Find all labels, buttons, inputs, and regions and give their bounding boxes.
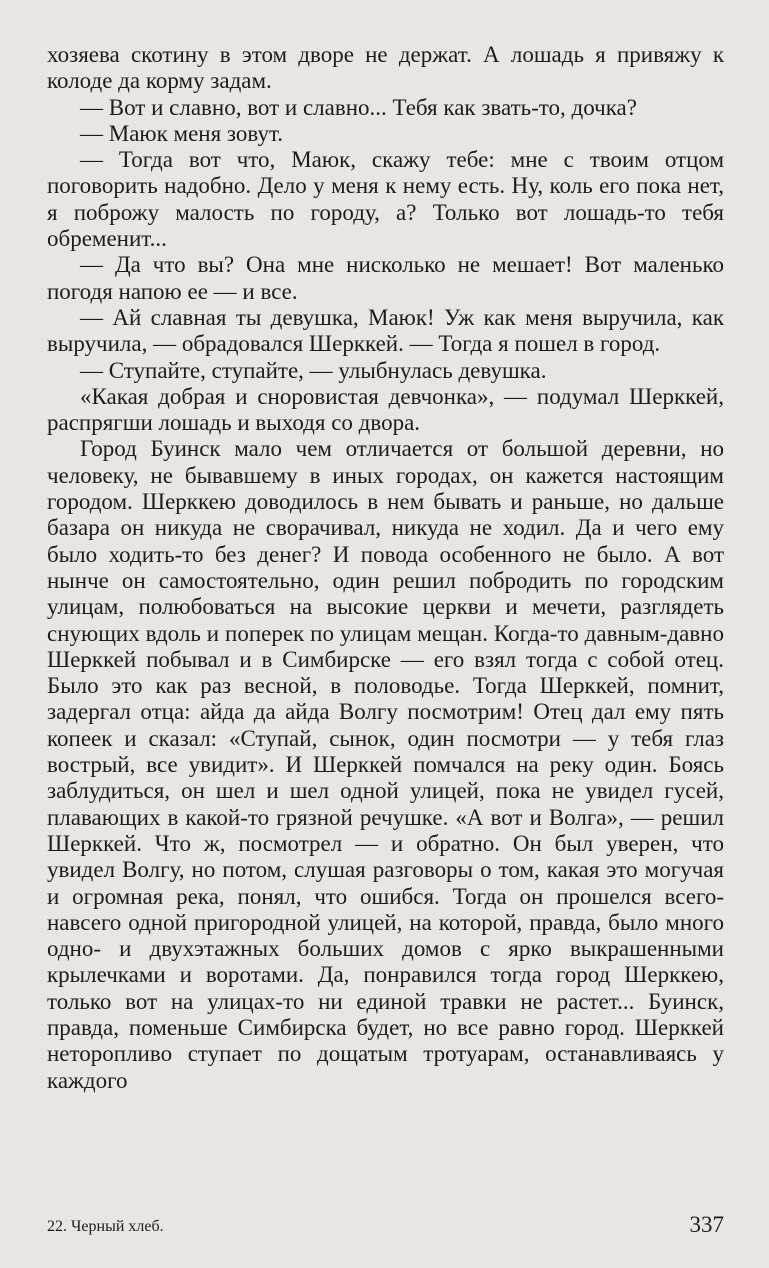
- paragraph: — Да что вы? Она мне нисколько не мешает! Вот маленько погодя напою ее — и все.: [47, 252, 724, 304]
- paragraph: Город Буинск мало чем отличается от большой деревни, но человеку, не бывавшему в иных городах, он кажется настоящим городом. Шерккею доводилось в нем бывать и раньше, но дальше базара он никуда не сворачивал, никуда не ходил. Да и чего ему было ходить-то без денег? И повода особенного не было. А вот нынче он самостоятельно, один решил побродить по городским улицам, полюбоваться на высокие церкви и мечети, разглядеть снующих вдоль и поперек по улицам мещан. Когда-то давным-давно Шерккей побывал и в Симбирске — его взял тогда с собой отец. Было это как раз весной, в половодье. Тогда Шерккей, помнит, задергал отца: айда да айда Волгу посмотрим! Отец дал ему пять копеек и сказал: «Ступай, сынок, один посмотри — у тебя глаз вострый, все увидит». И Шерккей помчался на реку один. Боясь заблудиться, он шел и шел одной улицей, пока не увидел гусей, плавающих в какой-то грязной речушке. «А вот и Волга», — решил Шерккей. Что ж, посмотрел — и обратно. Он был уверен, что увидел Волгу, но потом, слушая разговоры о том, какая это могучая и огромная река, понял, что ошибся. Тогда он прошелся всего-навсего одной пригородной улицей, на которой, правда, было много одно- и двухэтажных больших домов с ярко выкрашенными крылечками и воротами. Да, понравился тогда город Шерккею, только вот на улицах-то ни единой травки не растет... Буинск, правда, поменьше Симбирска будет, но все равно город. Шерккей неторопливо ступает по дощатым тротуарам, останавливаясь у каждого: [47, 436, 724, 1093]
- printer-signature: 22. Черный хлеб.: [47, 1218, 164, 1235]
- paragraph: — Тогда вот что, Маюк, скажу тебе: мне с твоим отцом поговорить надобно. Дело у меня к нему есть. Ну, коль его пока нет, я поброжу малость по городу, а? Только вот лошадь-то тебя обременит...: [47, 147, 724, 252]
- paragraph: — Вот и славно, вот и славно... Тебя как звать-то, дочка?: [80, 94, 637, 120]
- paragraph: хозяева скотину в этом дворе не держат. А лошадь я привяжу к колоде да корму задам.: [47, 42, 724, 94]
- paragraph: — Ступайте, ступайте, — улыбнулась девушка.: [80, 357, 547, 383]
- main-text: [47, 42, 724, 1094]
- page-footer: [47, 1212, 724, 1242]
- page-number: 337: [689, 1212, 724, 1237]
- paragraph: «Какая добрая и сноровистая девчонка», — подумал Шерккей, распрягши лошадь и выходя со двора.: [47, 383, 724, 436]
- paragraph: — Маюк меня зовут.: [80, 120, 284, 146]
- paragraph: — Ай славная ты девушка, Маюк! Уж как меня выручила, как выручила, — обрадовался Шерккей. — Тогда я пошел в город.: [47, 304, 724, 357]
